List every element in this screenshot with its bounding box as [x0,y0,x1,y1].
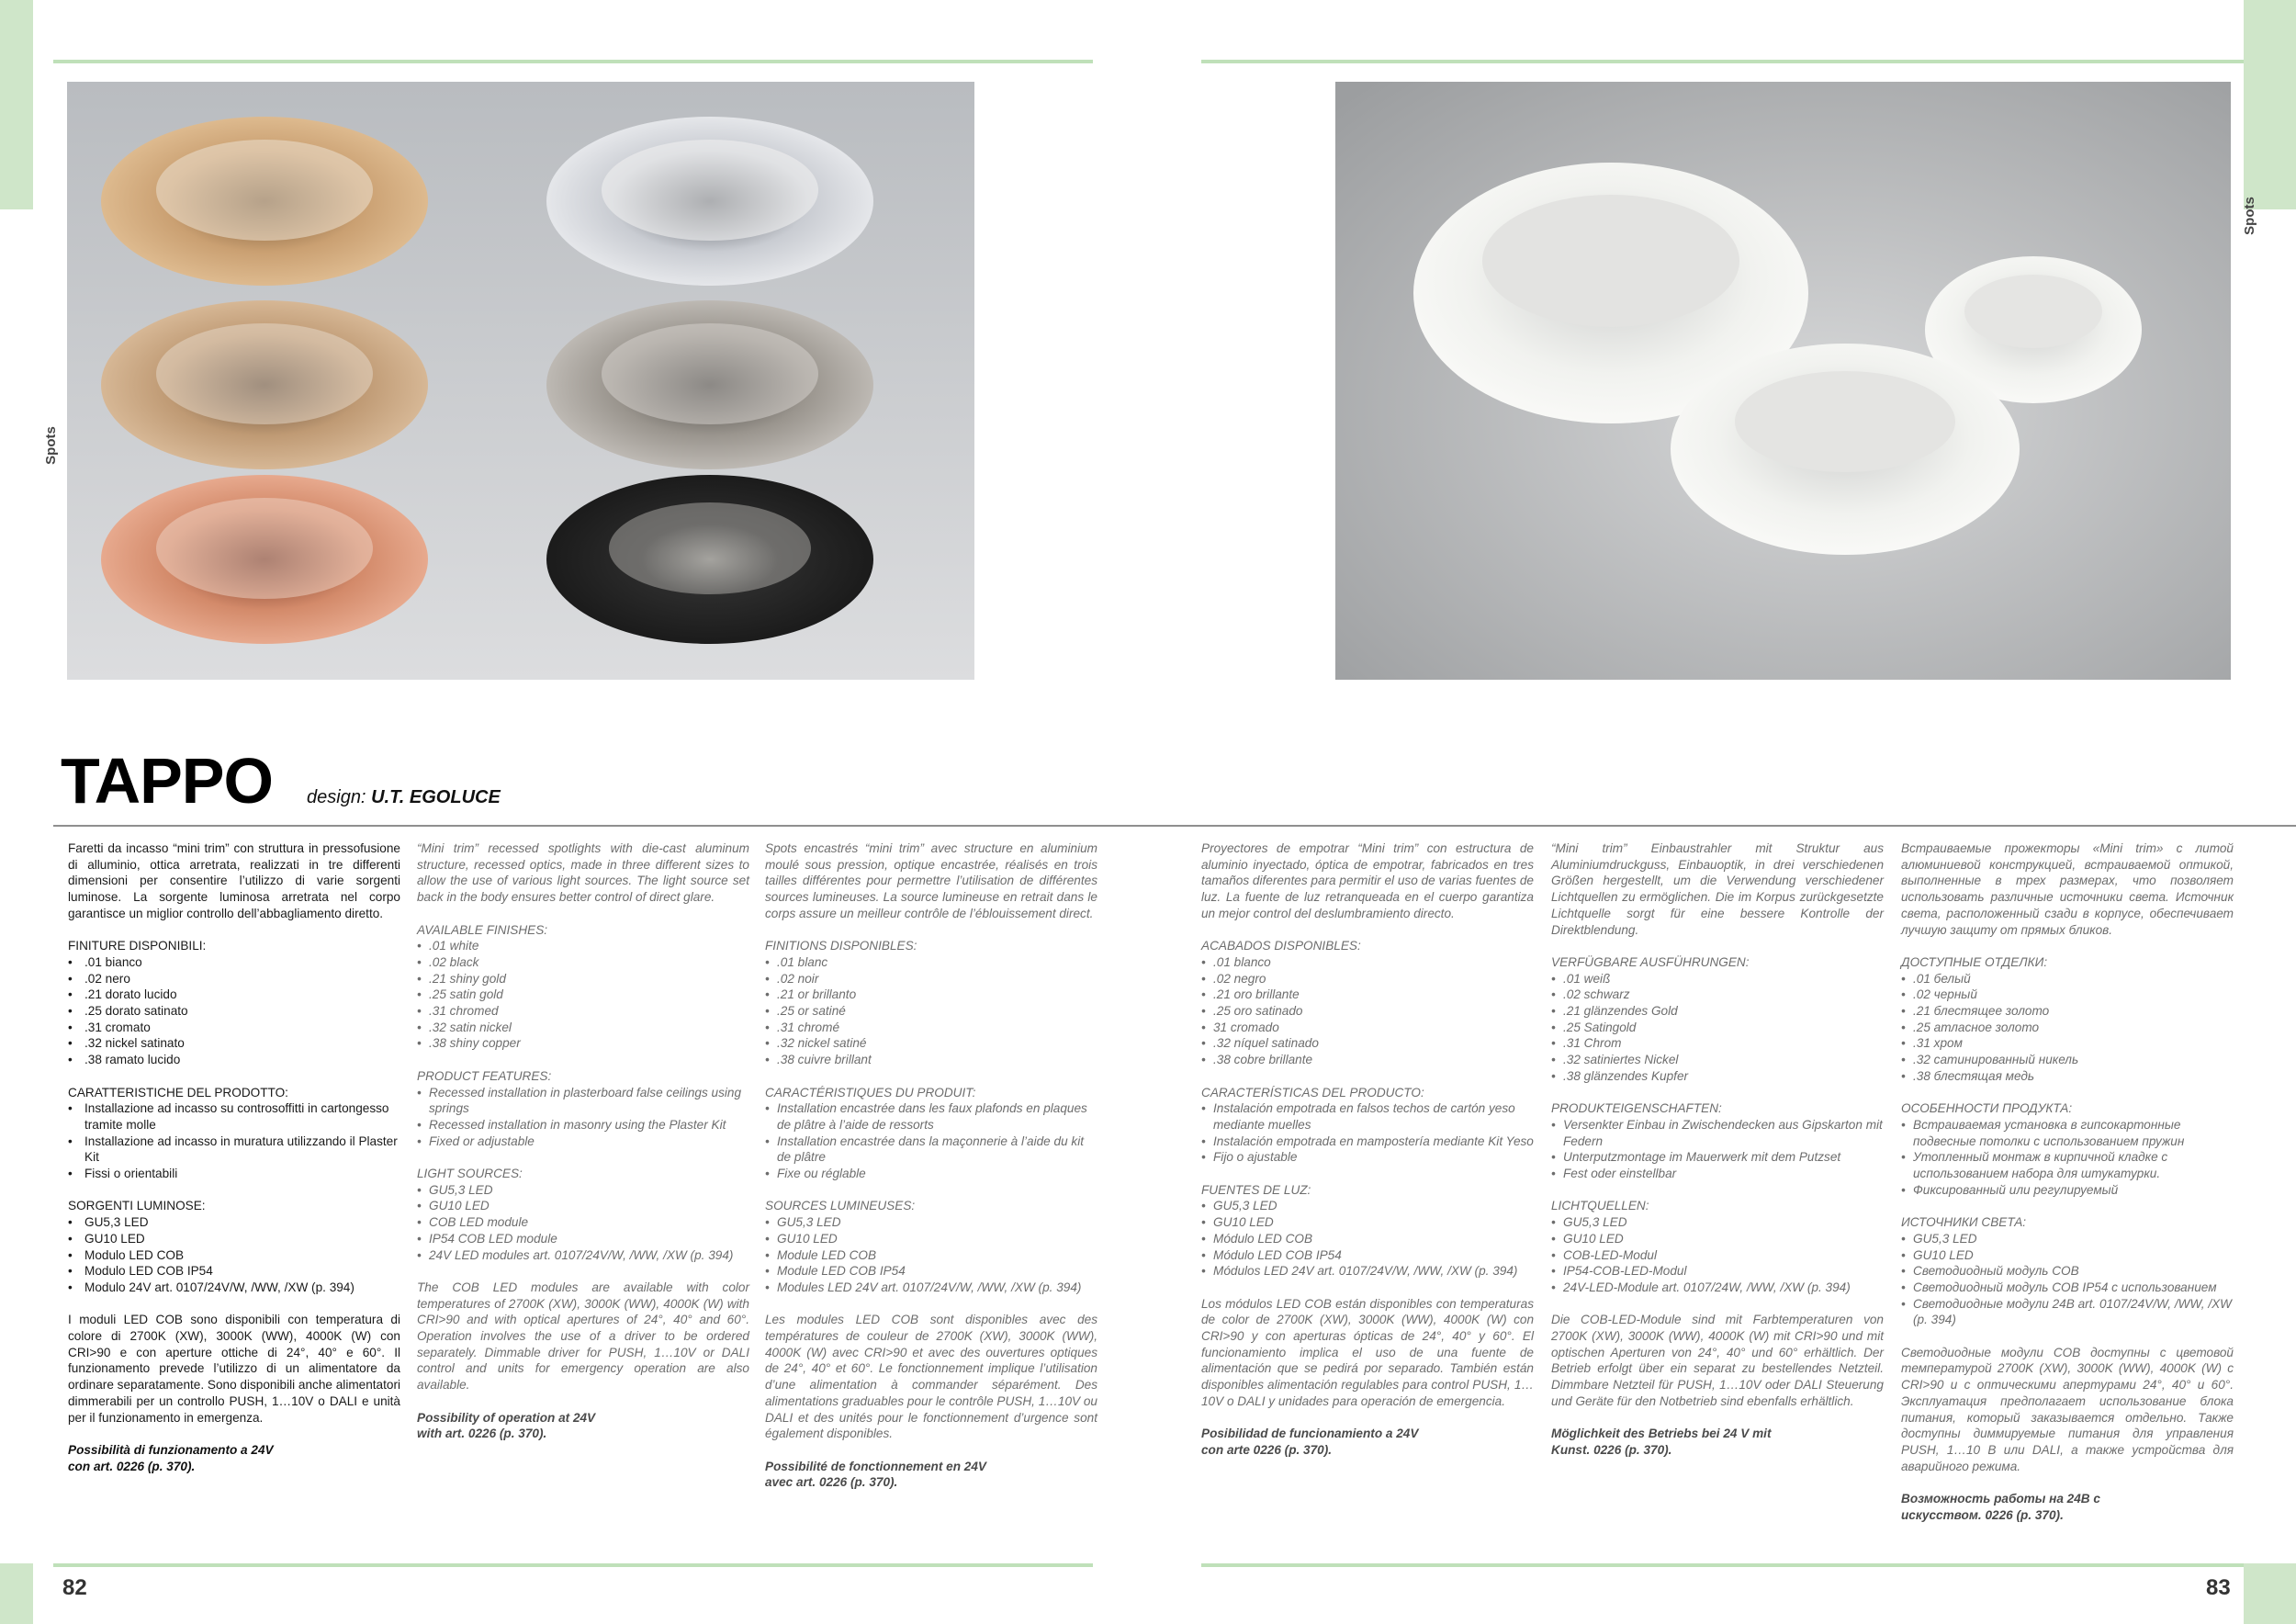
list-item: • .01 белый [1901,971,2234,987]
list-item: • Installation encastrée dans les faux plafonds en plaques de plâtre à l’aide de ressorts [765,1100,1097,1133]
list-item: • Fijo o ajustable [1201,1149,1534,1166]
intro-text: “Mini trim” Einbaustrahler mit Struktur aus Aluminiumdruckguss, Einbauoptik, in drei verschiedenen Größen hergestellt, um die Verwendung verschiedener Lichtquellen zu ermöglichen. Die im Korpus zurückgesetzte Lichtquelle sorgt für eine bessere Kontrolle der Direktblendung. [1551,841,1884,937]
page-number-left: 82 [62,1575,87,1600]
list-item: • .31 chromé [765,1020,1097,1036]
column-french [765,840,1097,1507]
body-text: The COB LED modules are available with color temperatures of 2700K (XW), 3000K (WW), 4000K (W) with CRI>90 and with optical apertures of 24°, 40° and 60°. Operation involves the use of a driver to be ordered separately. Dimmable driver for PUSH, 1…10V or DALI control and units for emergency operation are also available. [417,1280,749,1393]
list-item: • Instalación empotrada en falsos techos de cartón yeso mediante muelles [1201,1100,1534,1133]
features-heading: CARACTERÍSTICAS DEL PRODUCTO: [1201,1085,1424,1100]
list-item: • COB LED module [417,1214,749,1231]
list-item: • .02 noir [765,971,1097,987]
list-item: • .25 dorato satinato [68,1003,400,1020]
column-italian [68,840,400,1491]
sources-heading: LICHTQUELLEN: [1551,1199,1649,1213]
product-photo-finishes [67,82,974,680]
list-item: • 24V LED modules art. 0107/24V/W, /WW, /XW (p. 394) [417,1247,749,1264]
operation-note: Возможность работы на 24В с искусством. 0226 (p. 370). [1901,1492,2100,1522]
operation-note: Possibilité de fonctionnement en 24V avec art. 0226 (p. 370). [765,1459,986,1490]
list-item: • .32 satiniertes Nickel [1551,1052,1884,1068]
left-bottom-tab [0,1563,33,1624]
list-item: • 24V-LED-Module art. 0107/24W, /WW, /XW (p. 394) [1551,1280,1884,1296]
list-item: • .32 nickel satiné [765,1035,1097,1052]
body-text: Les modules LED COB sont disponibles avec des températures de couleur de 2700K (XW), 3000K (WW), 4000K (W) avec CRI>90 et avec des ouvertures optiques de 24°, 40° et 60°. Le fonctionnement implique l’utilisation d’une alimentation à commander séparément. Des alimentations graduables pour le contrôle PUSH, 1…10V ou DALI et des unités pour le fonctionnement d’urgence sont également disponibles. [765,1313,1097,1441]
finishes-list [1201,954,1534,1068]
section-label-left: Spots [42,426,59,465]
list-item: • .38 glänzendes Kupfer [1551,1068,1884,1085]
list-item: • .21 oro brillante [1201,987,1534,1003]
list-item: • .02 nero [68,971,400,987]
list-item: • .38 ramato lucido [68,1052,400,1068]
sources-heading: FUENTES DE LUZ: [1201,1182,1311,1197]
list-item: • .31 Chrom [1551,1035,1884,1052]
operation-note: Possibilità di funzionamento a 24V con art. 0226 (p. 370). [68,1442,274,1473]
features-heading: PRODUCT FEATURES: [417,1068,552,1083]
intro-text: Spots encastrés “mini trim” avec structure en aluminium moulé sous pression, optique encastrée, réalisés en trois tailles différentes pour permettre l’utilisation de différentes sources lumineuses. La source lumineuse en retrait dans le corps assure un meilleur contrôle de l’éblouissement direct. [765,841,1097,920]
list-item: • Утопленный монтаж в кирпичной кладке с использованием набора для штукатурки. [1901,1149,2234,1181]
list-item: • .01 blanco [1201,954,1534,971]
sources-heading: LIGHT SOURCES: [417,1167,523,1181]
list-item: • .32 satin nickel [417,1020,749,1036]
operation-note: Posibilidad de funcionamiento a 24V con arte 0226 (p. 370). [1201,1427,1419,1457]
list-item: • .25 Satingold [1551,1020,1884,1036]
sources-heading: SOURCES LUMINEUSES: [765,1199,916,1213]
list-item: • .21 блестящее золото [1901,1003,2234,1020]
list-item: • .25 атласное золото [1901,1020,2234,1036]
column-german [1551,840,1884,1474]
list-item: • .02 black [417,954,749,971]
list-item: • .25 oro satinado [1201,1003,1534,1020]
features-list [1901,1117,2234,1199]
intro-text: Встраиваемые прожекторы «Mini trim» с литой алюминиевой конструкцией, встраиваемой оптикой, выполненные в трех размерах, что позволяет использовать различные источники света. Источник света, расположенный сзади в корпусе, обеспечивает лучшую защиту от прямых бликов. [1901,841,2234,937]
list-item: • .02 черный [1901,987,2234,1003]
sources-list [1901,1231,2234,1328]
intro-text: “Mini trim” recessed spotlights with die-cast aluminum structure, recessed optics, made in three different sizes to allow the use of various light sources. The light source set back in the body ensures better control of direct glare. [417,841,749,905]
list-item: • GU5,3 LED [1201,1198,1534,1214]
features-heading: CARACTÉRISTIQUES DU PRODUIT: [765,1085,976,1100]
left-side-tab [0,0,33,209]
features-heading: PRODUKTEIGENSCHAFTEN: [1551,1101,1722,1116]
list-item: • .25 or satiné [765,1003,1097,1020]
list-item: • Installazione ad incasso in muratura utilizzando il Plaster Kit [68,1133,400,1166]
list-item: • GU5,3 LED [1901,1231,2234,1247]
finishes-list [1551,971,1884,1085]
sources-list [68,1214,400,1296]
list-item: • IP54 COB LED module [417,1231,749,1247]
list-item: • Fest oder einstellbar [1551,1166,1884,1182]
list-item: • .01 bianco [68,954,400,971]
list-item: • Modulo LED COB [68,1247,400,1264]
list-item: • .01 white [417,938,749,954]
list-item: • Recessed installation in masonry using the Plaster Kit [417,1117,749,1133]
list-item: • GU10 LED [68,1231,400,1247]
sources-list [1551,1214,1884,1296]
features-heading: CARATTERISTICHE DEL PRODOTTO: [68,1085,288,1100]
features-list [765,1100,1097,1182]
finishes-list [1901,971,2234,1085]
section-label-right: Spots [2241,197,2257,235]
bottom-rule-right [1201,1563,2244,1567]
list-item: • GU10 LED [1201,1214,1534,1231]
finishes-heading: ACABADOS DISPONIBLES: [1201,939,1361,953]
finishes-heading: FINITURE DISPONIBILI: [68,939,207,953]
sources-heading: ИСТОЧНИКИ СВЕТА: [1901,1215,2027,1230]
list-item: • Fixe ou réglable [765,1166,1097,1182]
list-item: • Installazione ad incasso su controsoffitti in cartongesso tramite molle [68,1100,400,1133]
sources-list [1201,1198,1534,1280]
designer-prefix: design: [307,787,366,807]
list-item: • Module LED COB IP54 [765,1263,1097,1280]
finishes-list [765,954,1097,1068]
list-item: • .38 cobre brillante [1201,1052,1534,1068]
sources-list [765,1214,1097,1296]
column-english [417,840,749,1459]
column-spanish [1201,840,1534,1474]
list-item: • Módulo LED COB IP54 [1201,1247,1534,1264]
product-photo-sizes [1335,82,2231,680]
list-item: • .32 nickel satinato [68,1035,400,1052]
list-item: • Modulo 24V art. 0107/24V/W, /WW, /XW (p. 394) [68,1280,400,1296]
list-item: • IP54-COB-LED-Modul [1551,1263,1884,1280]
intro-text: Proyectores de empotrar “Mini trim” con estructura de aluminio inyectado, óptica de empotrar, fabricados en tres tamaños diferentes para permitir el uso de varias fuentes de luz. La fuente de luz retranqueada en el cuerpo garantiza un mejor control del deslumbramiento directo. [1201,841,1534,920]
list-item: • .21 or brillanto [765,987,1097,1003]
list-item: • Installation encastrée dans la maçonnerie à l’aide du kit de plâtre [765,1133,1097,1166]
list-item: • .02 negro [1201,971,1534,987]
list-item: • Module LED COB [765,1247,1097,1264]
list-item: • .01 blanc [765,954,1097,971]
list-item: • Recessed installation in plasterboard false ceilings using springs [417,1085,749,1117]
list-item: • Fixed or adjustable [417,1133,749,1150]
list-item: • GU5,3 LED [68,1214,400,1231]
list-item: • 31 cromado [1201,1020,1534,1036]
sources-list [417,1182,749,1264]
finishes-heading: ДОСТУПНЫЕ ОТДЕЛКИ: [1901,954,2048,969]
finishes-list [417,938,749,1052]
column-russian [1901,840,2234,1539]
finishes-heading: VERFÜGBARE AUSFÜHRUNGEN: [1551,954,1750,969]
operation-note: Möglichkeit des Betriebs bei 24 V mit Kunst. 0226 (p. 370). [1551,1427,1772,1457]
list-item: • GU10 LED [1901,1247,2234,1264]
top-rule-right [1201,60,2244,63]
features-list [68,1100,400,1182]
list-item: • Светодиодный модуль COB IP54 с использованием [1901,1280,2234,1296]
list-item: • Светодиодный модуль COB [1901,1263,2234,1280]
body-text: Los módulos LED COB están disponibles con temperaturas de color de 2700K (XW), 3000K (WW), 4000K (W) con CRI>90 y con aperturas ópticas de 24°, 40° y 60°. El funcionamiento implica el uso de una fuente de alimentación que se pedirá por separado. También están disponibles alimentación regulables para control PUSH, 1…10V o DALI y unidades para operación de emergencia. [1201,1296,1534,1408]
list-item: • Фиксированный или регулируемый [1901,1182,2234,1199]
list-item: • .38 shiny copper [417,1035,749,1052]
body-text: Die COB-LED-Module sind mit Farbtemperaturen von 2700K (XW), 3000K (WW), 4000K (W) mit CRI>90 und mit optischen Aperturen von 24°, 40° und 60° erhältlich. Der Betrieb erfolgt über ein separat zu bestellendes Netzteil. Dimmbare Netzteil für PUSH, 1…10V oder DALI Steuerung und Geräte für den Notbetrieb sind ebenfalls erhältlich. [1551,1313,1884,1408]
list-item: • GU5,3 LED [1551,1214,1884,1231]
right-bottom-tab [2244,1563,2296,1624]
sources-heading: SORGENTI LUMINOSE: [68,1199,206,1213]
intro-text: Faretti da incasso “mini trim” con struttura in pressofusione di alluminio, ottica arretrata, realizzati in tre differenti dimensioni per consentire l’utilizzo di varie sorgenti luminose. La sorgente luminosa arretrata nel corpo garantisce un miglior controllo dell’abbagliamento diretto. [68,841,400,920]
list-item: • GU5,3 LED [417,1182,749,1199]
list-item: • Unterputzmontage im Mauerwerk mit dem Putzset [1551,1149,1884,1166]
list-item: • .02 schwarz [1551,987,1884,1003]
finishes-heading: FINITIONS DISPONIBLES: [765,939,917,953]
page-number-right: 83 [2206,1575,2231,1600]
list-item: • Встраиваемая установка в гипсокартонные подвесные потолки с использованием пружин [1901,1117,2234,1149]
list-item: • .32 сатинированный никель [1901,1052,2234,1068]
list-item: • .31 chromed [417,1003,749,1020]
list-item: • .31 хром [1901,1035,2234,1052]
list-item: • Módulos LED 24V art. 0107/24V/W, /WW, /XW (p. 394) [1201,1263,1534,1280]
list-item: • Modulo LED COB IP54 [68,1263,400,1280]
list-item: • GU10 LED [765,1231,1097,1247]
body-text: I moduli LED COB sono disponibili con temperatura di colore di 2700K (XW), 3000K (WW), 4000K (W) con CRI>90 e con aperture ottiche di 24°, 40° e 60°. Il funzionamento prevede l’utilizzo di un alimentatore da ordinare separatamente. Sono disponibili anche alimentatori dimmerabili per un controllo PUSH, 1…10V o DALI e unità per il funzionamento in emergenza. [68,1313,400,1425]
features-list [417,1085,749,1150]
list-item: • Módulo LED COB [1201,1231,1534,1247]
list-item: • GU10 LED [1551,1231,1884,1247]
operation-note: Possibility of operation at 24V with art. 0226 (p. 370). [417,1410,596,1441]
list-item: • Instalación empotrada en mampostería mediante Kit Yeso [1201,1133,1534,1150]
finishes-heading: AVAILABLE FINISHES: [417,922,548,937]
body-text: Светодиодные модули COB доступны с цветовой температурой 2700K (XW), 3000K (WW), 4000K (W) с CRI>90 и с оптическими апертурами 24°, 40° и 60°. Эксплуатация предполагает использование блока питания, который заказывается отдельно. Также доступны диммируемые питания для управления PUSH, 1…10 В или DALI, а также устройства для аварийного режима. [1901,1345,2234,1473]
list-item: • .01 weiß [1551,971,1884,987]
finishes-list [68,954,400,1068]
features-list [1551,1117,1884,1182]
list-item: • Fissi o orientabili [68,1166,400,1182]
product-title: TAPPO [61,745,273,817]
designer-credit [307,787,501,808]
list-item: • .38 cuivre brillant [765,1052,1097,1068]
list-item: • .31 cromato [68,1020,400,1036]
list-item: • .38 блестящая медь [1901,1068,2234,1085]
features-heading: ОСОБЕННОСТИ ПРОДУКТА: [1901,1101,2073,1116]
list-item: • .25 satin gold [417,987,749,1003]
list-item: • Modules LED 24V art. 0107/24V/W, /WW, /XW (p. 394) [765,1280,1097,1296]
features-list [1201,1100,1534,1166]
title-underline [53,825,2296,827]
list-item: • Versenkter Einbau in Zwischendecken aus Gipskarton mit Federn [1551,1117,1884,1149]
bottom-rule-left [53,1563,1093,1567]
list-item: • GU10 LED [417,1198,749,1214]
list-item: • GU5,3 LED [765,1214,1097,1231]
designer-name: U.T. EGOLUCE [371,787,501,807]
top-rule-left [53,60,1093,63]
list-item: • .21 glänzendes Gold [1551,1003,1884,1020]
list-item: • COB-LED-Modul [1551,1247,1884,1264]
list-item: • Светодиодные модули 24В art. 0107/24V/W, /WW, /XW (p. 394) [1901,1296,2234,1328]
list-item: • .32 níquel satinado [1201,1035,1534,1052]
list-item: • .21 shiny gold [417,971,749,987]
list-item: • .21 dorato lucido [68,987,400,1003]
